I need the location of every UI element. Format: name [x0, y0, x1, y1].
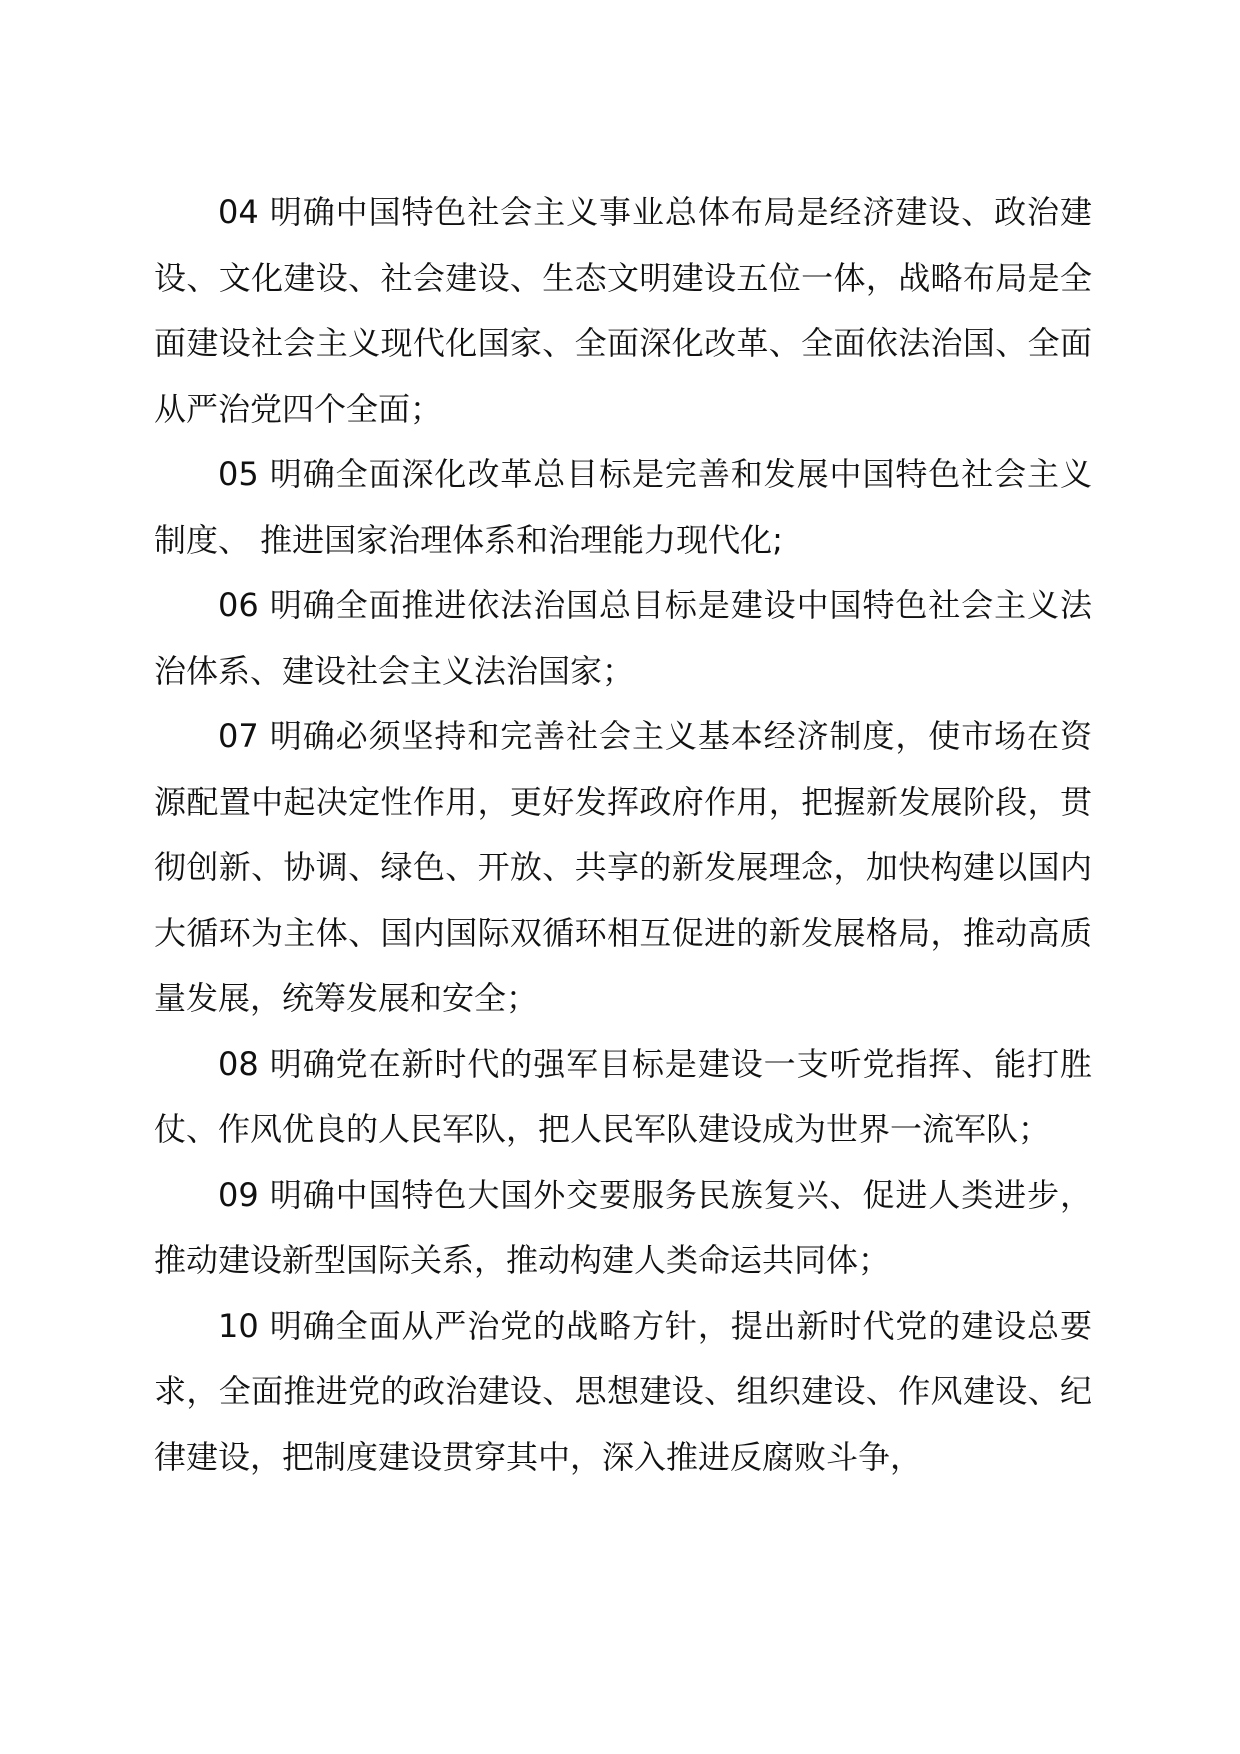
paragraph-04: 04 明确中国特色社会主义事业总体布局是经济建设、政治建设、文化建设、社会建设、生态文明建设五位一体，战略布局是全面建设社会主义现代化国家、全面深化改革、全面依法治国、全面从严治党四个全面； — [154, 193, 1092, 428]
paragraph-10: 10 明确全面从严治党的战略方针，提出新时代党的建设总要求，全面推进党的政治建设、思想建设、组织建设、作风建设、纪律建设，把制度建设贯穿其中，深入推进反腐败斗争， — [154, 1306, 1092, 1476]
paragraph-08: 08 明确党在新时代的强军目标是建设一支听党指挥、能打胜仗、作风优良的人民军队，把人民军队建设成为世界一流军队； — [154, 1044, 1092, 1148]
paragraph-09: 09 明确中国特色大国外交要服务民族复兴、促进人类进步，推动建设新型国际关系，推动构建人类命运共同体； — [154, 1175, 1092, 1279]
paragraph-06: 06 明确全面推进依法治国总目标是建设中国特色社会主义法治体系、建设社会主义法治国家； — [154, 586, 1092, 690]
document-body — [154, 180, 1092, 1490]
paragraph-05: 05 明确全面深化改革总目标是完善和发展中国特色社会主义制度、 推进国家治理体系和治理能力现代化; — [154, 455, 1092, 559]
paragraph-07: 07 明确必须坚持和完善社会主义基本经济制度，使市场在资源配置中起决定性作用，更好发挥政府作用，把握新发展阶段，贯彻创新、协调、绿色、开放、共享的新发展理念，加快构建以国内大循环为主体、国内国际双循环相互促进的新发展格局，推动高质量发展，统筹发展和安全； — [154, 717, 1092, 1017]
